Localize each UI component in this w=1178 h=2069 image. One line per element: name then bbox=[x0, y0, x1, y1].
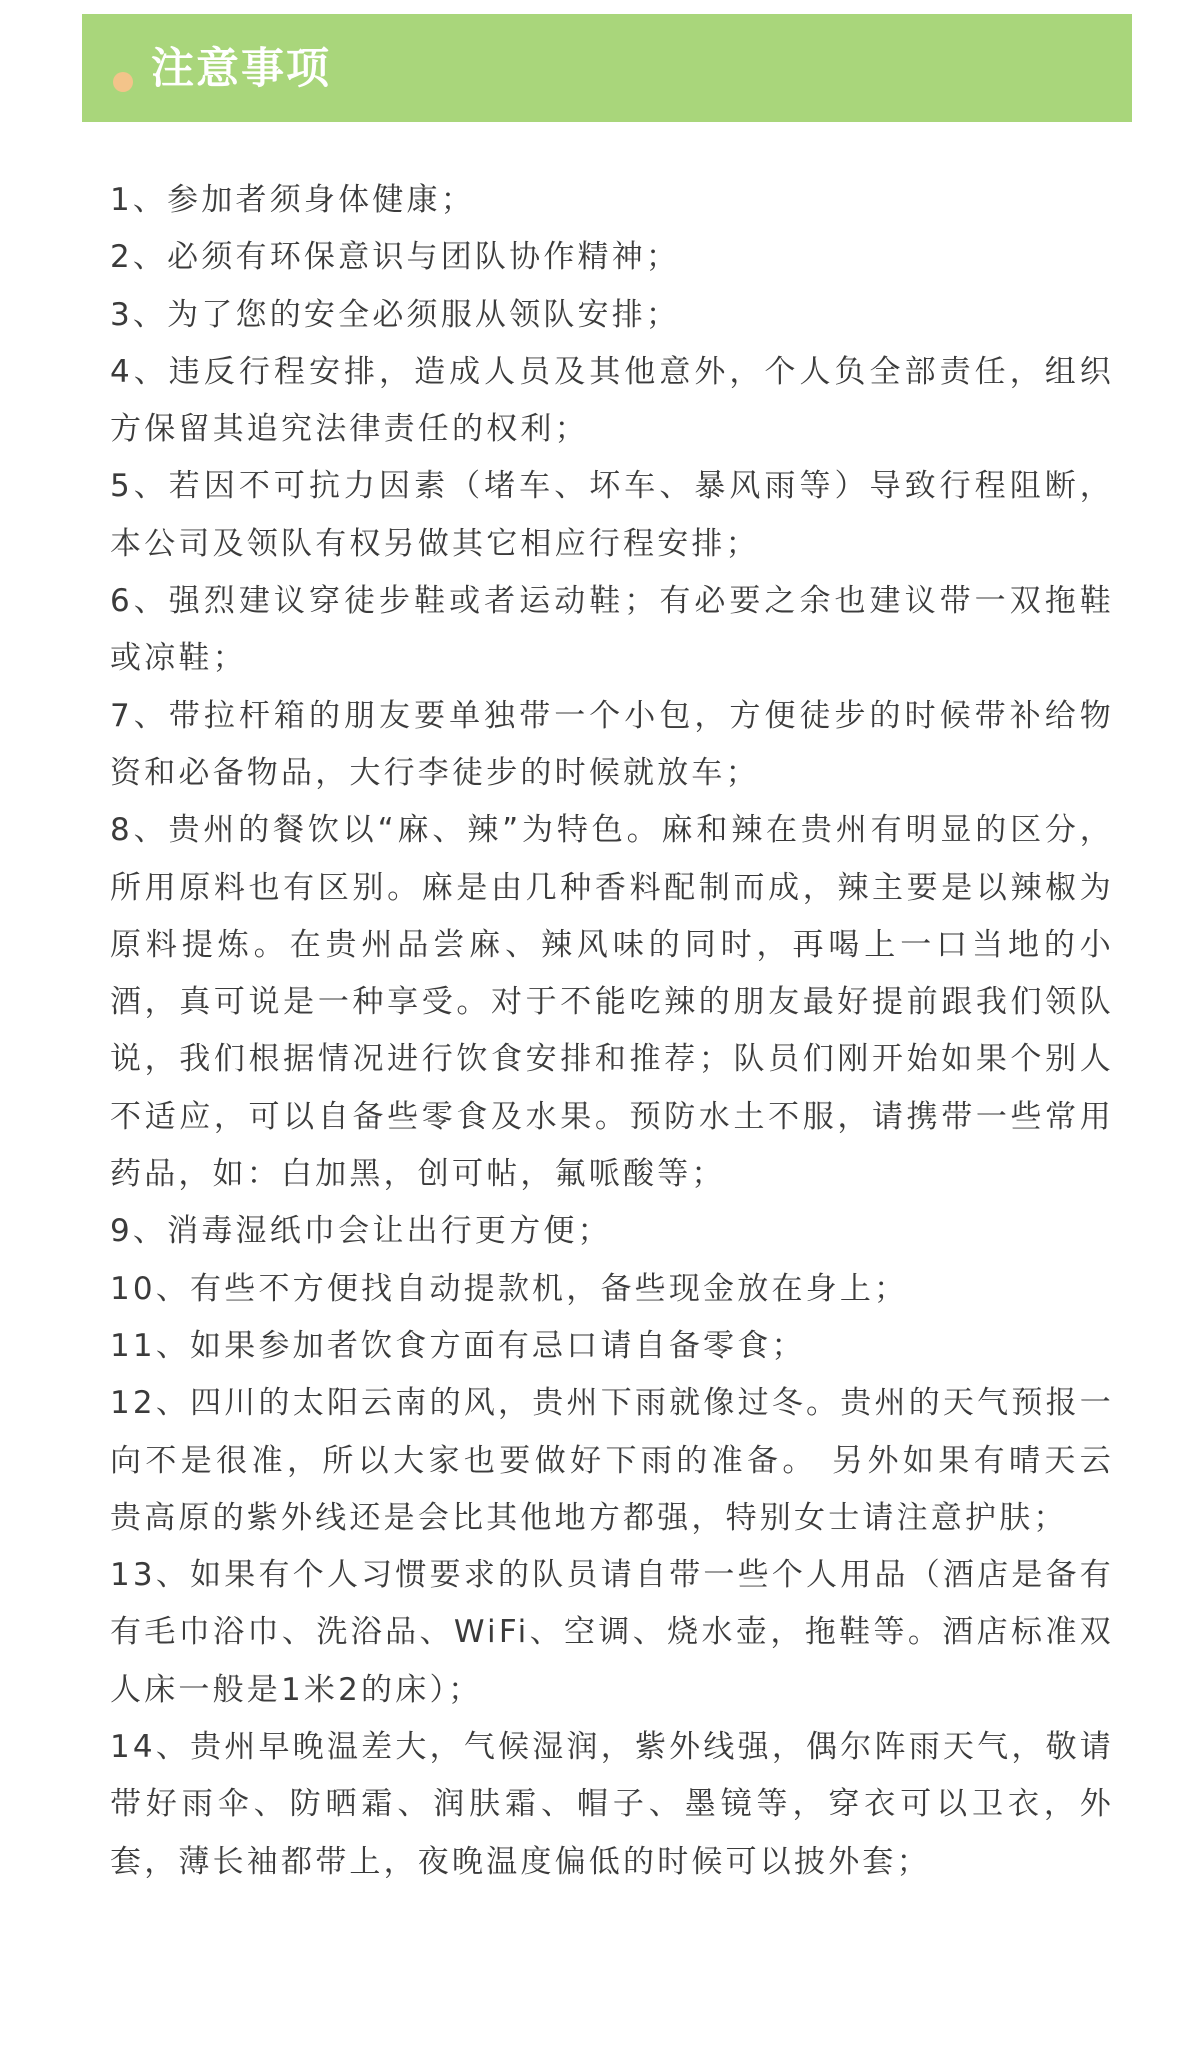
note-item: 9、消毒湿纸巾会让出行更方便； bbox=[110, 1213, 612, 1250]
note-item: 1、参加者须身体健康； bbox=[110, 182, 475, 218]
section-title: 注意事项 bbox=[151, 44, 331, 94]
note-item: 2、必须有环保意识与团队协作精神； bbox=[110, 239, 681, 276]
note-item: 3、为了您的安全必须服从领队安排； bbox=[110, 296, 681, 333]
notes-list bbox=[110, 172, 1114, 1891]
note-item: 5、若因不可抗力因素（堵车、坏车、暴风雨等）导致行程阻断，本公司及领队有权另做其它相应行程安排； bbox=[110, 468, 1114, 562]
note-item: 7、带拉杆箱的朋友要单独带一个小包，方便徒步的时候带补给物资和必备物品，大行李徒步的时候就放车； bbox=[110, 697, 1114, 791]
bullet-dot-icon bbox=[113, 72, 133, 92]
note-item: 4、违反行程安排，造成人员及其他意外，个人负全部责任，组织方保留其追究法律责任的权利； bbox=[110, 353, 1114, 448]
note-item: 10、有些不方便找自动提款机，备些现金放在身上； bbox=[110, 1270, 909, 1307]
note-item: 12、四川的太阳云南的风，贵州下雨就像过冬。贵州的天气预报一向不是很准，所以大家也要做好下雨的准备。 另外如果有晴天云贵高原的紫外线还是会比其他地方都强，特别女士请注意护肤； bbox=[110, 1385, 1114, 1536]
section-header bbox=[82, 14, 1132, 122]
note-item: 6、强烈建议穿徒步鞋或者运动鞋；有必要之余也建议带一双拖鞋或凉鞋； bbox=[110, 583, 1114, 677]
note-item: 11、如果参加者饮食方面有忌口请自备零食； bbox=[110, 1327, 806, 1364]
note-item: 14、贵州早晚温差大，气候湿润，紫外线强，偶尔阵雨天气，敬请带好雨伞、防晒霜、润肤霜、帽子、墨镜等，穿衣可以卫衣，外套，薄长袖都带上，夜晚温度偏低的时候可以披外套； bbox=[110, 1729, 1114, 1880]
note-item: 8、贵州的餐饮以“麻、辣”为特色。麻和辣在贵州有明显的区分，所用原料也有区别。麻是由几种香料配制而成，辣主要是以辣椒为原料提炼。在贵州品尝麻、辣风味的同时，再喝上一口当地的小酒，真可说是一种享受。对于不能吃辣的朋友最好提前跟我们领队说，我们根据情况进行饮食安排和推荐；队员们刚开始如果个别人不适应，可以自备些零食及水果。预防水土不服，请携带一些常用药品，如：白加黑，创可帖，氟哌酸等； bbox=[110, 812, 1114, 1193]
note-item: 13、如果有个人习惯要求的队员请自带一些个人用品（酒店是备有有毛巾浴巾、洗浴品、WiFi、空调、烧水壶，拖鞋等。酒店标准双人床一般是1米2的床）； bbox=[110, 1557, 1114, 1708]
